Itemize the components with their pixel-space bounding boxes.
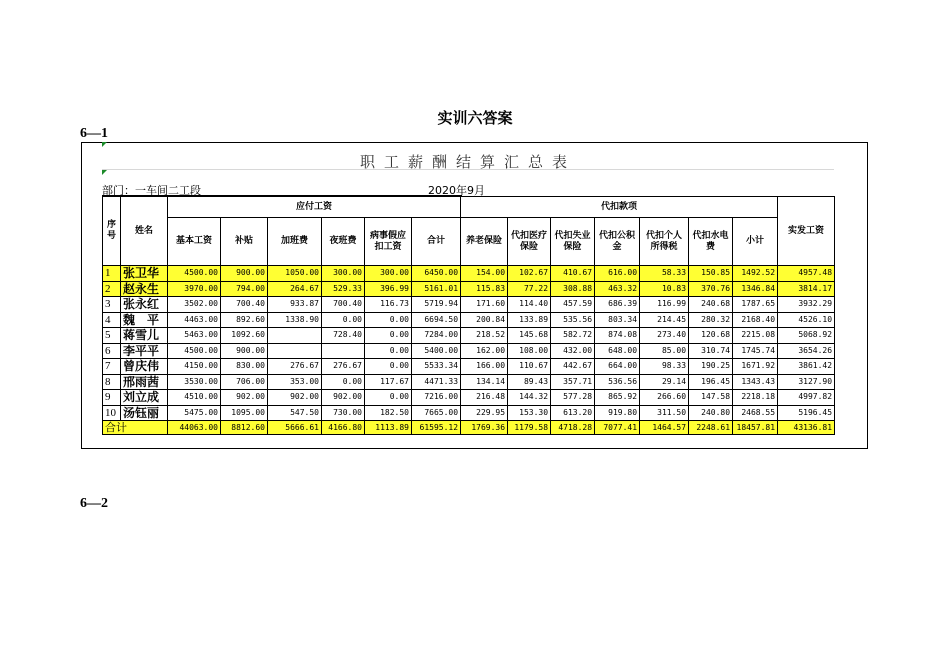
total-amount-cell: 4718.28 bbox=[551, 421, 595, 435]
amount-cell: 6450.00 bbox=[412, 266, 461, 282]
total-amount-cell: 7077.41 bbox=[595, 421, 640, 435]
amount-cell: 1492.52 bbox=[733, 266, 778, 282]
amount-cell: 547.50 bbox=[268, 405, 322, 421]
amount-cell: 432.00 bbox=[551, 343, 595, 359]
amount-cell: 5533.34 bbox=[412, 359, 461, 375]
amount-cell: 166.00 bbox=[461, 359, 508, 375]
amount-cell: 830.00 bbox=[221, 359, 268, 375]
amount-cell: 3814.17 bbox=[778, 281, 835, 297]
amount-cell: 1092.60 bbox=[221, 328, 268, 344]
row-index: 10 bbox=[103, 405, 121, 421]
amount-cell: 794.00 bbox=[221, 281, 268, 297]
amount-cell: 308.88 bbox=[551, 281, 595, 297]
amount-cell: 240.68 bbox=[689, 297, 733, 313]
amount-cell: 700.40 bbox=[322, 297, 365, 313]
amount-cell: 874.08 bbox=[595, 328, 640, 344]
table-row bbox=[103, 312, 835, 328]
row-index: 8 bbox=[103, 374, 121, 390]
amount-cell bbox=[322, 343, 365, 359]
amount-cell: 535.56 bbox=[551, 312, 595, 328]
amount-cell: 803.34 bbox=[595, 312, 640, 328]
amount-cell: 3530.00 bbox=[168, 374, 221, 390]
amount-cell: 3654.26 bbox=[778, 343, 835, 359]
total-amount-cell: 5666.61 bbox=[268, 421, 322, 435]
amount-cell: 190.25 bbox=[689, 359, 733, 375]
amount-cell: 2215.08 bbox=[733, 328, 778, 344]
amount-cell: 0.00 bbox=[365, 343, 412, 359]
table-row bbox=[103, 297, 835, 313]
amount-cell: 0.00 bbox=[322, 312, 365, 328]
amount-cell: 116.73 bbox=[365, 297, 412, 313]
amount-cell: 117.67 bbox=[365, 374, 412, 390]
amount-cell: 370.76 bbox=[689, 281, 733, 297]
amount-cell: 114.40 bbox=[508, 297, 551, 313]
amount-cell: 686.39 bbox=[595, 297, 640, 313]
amount-cell: 200.84 bbox=[461, 312, 508, 328]
amount-cell: 1787.65 bbox=[733, 297, 778, 313]
amount-cell: 1095.00 bbox=[221, 405, 268, 421]
amount-cell: 5068.92 bbox=[778, 328, 835, 344]
table-row bbox=[103, 328, 835, 344]
employee-name: 刘立成 bbox=[121, 390, 168, 406]
total-amount-cell: 61595.12 bbox=[412, 421, 461, 435]
amount-cell: 902.00 bbox=[322, 390, 365, 406]
amount-cell: 4463.00 bbox=[168, 312, 221, 328]
total-amount-cell: 1769.36 bbox=[461, 421, 508, 435]
title-rule bbox=[102, 169, 834, 170]
amount-cell: 1745.74 bbox=[733, 343, 778, 359]
period-date: 2020年9月 bbox=[428, 184, 485, 197]
total-amount-cell: 4166.80 bbox=[322, 421, 365, 435]
amount-cell: 108.00 bbox=[508, 343, 551, 359]
amount-cell: 77.22 bbox=[508, 281, 551, 297]
amount-cell: 700.40 bbox=[221, 297, 268, 313]
amount-cell: 5400.00 bbox=[412, 343, 461, 359]
amount-cell: 529.33 bbox=[322, 281, 365, 297]
table-body bbox=[103, 266, 835, 435]
amount-cell: 310.74 bbox=[689, 343, 733, 359]
amount-cell: 4500.00 bbox=[168, 266, 221, 282]
amount-cell: 4997.82 bbox=[778, 390, 835, 406]
header-name: 姓名 bbox=[121, 197, 168, 266]
amount-cell: 902.00 bbox=[221, 390, 268, 406]
amount-cell: 616.00 bbox=[595, 266, 640, 282]
row-index: 2 bbox=[103, 281, 121, 297]
amount-cell: 311.50 bbox=[640, 405, 689, 421]
amount-cell: 89.43 bbox=[508, 374, 551, 390]
amount-cell: 280.32 bbox=[689, 312, 733, 328]
amount-cell: 2468.55 bbox=[733, 405, 778, 421]
table-row bbox=[103, 405, 835, 421]
total-amount-cell: 18457.81 bbox=[733, 421, 778, 435]
header-housing-fund: 代扣公积金 bbox=[595, 218, 640, 266]
amount-cell: 4510.00 bbox=[168, 390, 221, 406]
amount-cell: 3970.00 bbox=[168, 281, 221, 297]
row-index: 4 bbox=[103, 312, 121, 328]
amount-cell: 102.67 bbox=[508, 266, 551, 282]
amount-cell: 216.48 bbox=[461, 390, 508, 406]
employee-name: 张卫华 bbox=[121, 266, 168, 282]
amount-cell: 5196.45 bbox=[778, 405, 835, 421]
amount-cell: 110.67 bbox=[508, 359, 551, 375]
department-label: 部门：一车间二工段 bbox=[102, 184, 201, 197]
amount-cell: 264.67 bbox=[268, 281, 322, 297]
amount-cell: 442.67 bbox=[551, 359, 595, 375]
amount-cell: 196.45 bbox=[689, 374, 733, 390]
amount-cell: 4957.48 bbox=[778, 266, 835, 282]
amount-cell: 353.00 bbox=[268, 374, 322, 390]
amount-cell: 902.00 bbox=[268, 390, 322, 406]
employee-name: 蒋雪儿 bbox=[121, 328, 168, 344]
employee-name: 赵永生 bbox=[121, 281, 168, 297]
amount-cell: 4471.33 bbox=[412, 374, 461, 390]
total-amount-cell: 1464.57 bbox=[640, 421, 689, 435]
row-index: 9 bbox=[103, 390, 121, 406]
amount-cell: 154.00 bbox=[461, 266, 508, 282]
amount-cell: 7216.00 bbox=[412, 390, 461, 406]
header-payable-total: 合计 bbox=[412, 218, 461, 266]
header-utilities: 代扣水电费 bbox=[689, 218, 733, 266]
amount-cell: 240.80 bbox=[689, 405, 733, 421]
amount-cell: 1346.84 bbox=[733, 281, 778, 297]
table-row bbox=[103, 359, 835, 375]
amount-cell: 892.60 bbox=[221, 312, 268, 328]
amount-cell: 218.52 bbox=[461, 328, 508, 344]
cell-comment-marker bbox=[102, 142, 107, 147]
amount-cell: 273.40 bbox=[640, 328, 689, 344]
amount-cell: 145.68 bbox=[508, 328, 551, 344]
row-index: 3 bbox=[103, 297, 121, 313]
amount-cell: 1338.90 bbox=[268, 312, 322, 328]
table-row bbox=[103, 343, 835, 359]
header-deduct-subtotal: 小计 bbox=[733, 218, 778, 266]
amount-cell: 0.00 bbox=[322, 374, 365, 390]
document-title: 实训六答案 bbox=[437, 109, 513, 127]
amount-cell: 396.99 bbox=[365, 281, 412, 297]
amount-cell: 266.60 bbox=[640, 390, 689, 406]
amount-cell: 463.32 bbox=[595, 281, 640, 297]
total-label: 合计 bbox=[103, 421, 168, 435]
header-allowance: 补贴 bbox=[221, 218, 268, 266]
amount-cell: 728.40 bbox=[322, 328, 365, 344]
amount-cell: 410.67 bbox=[551, 266, 595, 282]
amount-cell: 3502.00 bbox=[168, 297, 221, 313]
amount-cell: 1343.43 bbox=[733, 374, 778, 390]
section-label-6-1: 6—1 bbox=[80, 126, 108, 141]
amount-cell: 5719.94 bbox=[412, 297, 461, 313]
amount-cell: 214.45 bbox=[640, 312, 689, 328]
amount-cell: 153.30 bbox=[508, 405, 551, 421]
header-overtime: 加班费 bbox=[268, 218, 322, 266]
amount-cell: 0.00 bbox=[365, 312, 412, 328]
amount-cell: 1050.00 bbox=[268, 266, 322, 282]
amount-cell: 3127.90 bbox=[778, 374, 835, 390]
amount-cell: 900.00 bbox=[221, 343, 268, 359]
amount-cell: 300.00 bbox=[322, 266, 365, 282]
total-amount-cell: 8812.60 bbox=[221, 421, 268, 435]
employee-name: 魏 平 bbox=[121, 312, 168, 328]
amount-cell: 162.00 bbox=[461, 343, 508, 359]
amount-cell: 664.00 bbox=[595, 359, 640, 375]
header-income-tax: 代扣个人所得税 bbox=[640, 218, 689, 266]
header-pension: 养老保险 bbox=[461, 218, 508, 266]
amount-cell: 29.14 bbox=[640, 374, 689, 390]
amount-cell: 229.95 bbox=[461, 405, 508, 421]
amount-cell: 3861.42 bbox=[778, 359, 835, 375]
amount-cell: 577.28 bbox=[551, 390, 595, 406]
amount-cell: 116.99 bbox=[640, 297, 689, 313]
header-unemployment: 代扣失业保险 bbox=[551, 218, 595, 266]
amount-cell: 933.87 bbox=[268, 297, 322, 313]
amount-cell: 0.00 bbox=[365, 390, 412, 406]
amount-cell: 648.00 bbox=[595, 343, 640, 359]
amount-cell: 58.33 bbox=[640, 266, 689, 282]
amount-cell: 5161.01 bbox=[412, 281, 461, 297]
total-row bbox=[103, 421, 835, 435]
total-amount-cell: 43136.81 bbox=[778, 421, 835, 435]
amount-cell: 536.56 bbox=[595, 374, 640, 390]
amount-cell: 6694.50 bbox=[412, 312, 461, 328]
header-net-pay: 实发工资 bbox=[778, 197, 835, 266]
amount-cell: 115.83 bbox=[461, 281, 508, 297]
amount-cell: 147.58 bbox=[689, 390, 733, 406]
amount-cell: 276.67 bbox=[268, 359, 322, 375]
amount-cell: 98.33 bbox=[640, 359, 689, 375]
amount-cell: 2218.18 bbox=[733, 390, 778, 406]
section-label-6-2: 6—2 bbox=[80, 496, 108, 511]
table-row bbox=[103, 374, 835, 390]
row-index: 5 bbox=[103, 328, 121, 344]
amount-cell: 133.89 bbox=[508, 312, 551, 328]
amount-cell: 5475.00 bbox=[168, 405, 221, 421]
amount-cell: 357.71 bbox=[551, 374, 595, 390]
sheet-title: 职工薪酬结算汇总表 bbox=[359, 153, 576, 171]
header-basic-salary: 基本工资 bbox=[168, 218, 221, 266]
header-medical: 代扣医疗保险 bbox=[508, 218, 551, 266]
total-amount-cell: 2248.61 bbox=[689, 421, 733, 435]
amount-cell: 7665.00 bbox=[412, 405, 461, 421]
header-index: 序号 bbox=[103, 197, 121, 266]
amount-cell: 706.00 bbox=[221, 374, 268, 390]
row-index: 6 bbox=[103, 343, 121, 359]
amount-cell: 150.85 bbox=[689, 266, 733, 282]
total-amount-cell: 1113.89 bbox=[365, 421, 412, 435]
amount-cell: 300.00 bbox=[365, 266, 412, 282]
table-row bbox=[103, 281, 835, 297]
header-night-shift: 夜班费 bbox=[322, 218, 365, 266]
amount-cell: 900.00 bbox=[221, 266, 268, 282]
amount-cell: 3932.29 bbox=[778, 297, 835, 313]
amount-cell: 457.59 bbox=[551, 297, 595, 313]
amount-cell: 120.68 bbox=[689, 328, 733, 344]
amount-cell: 4500.00 bbox=[168, 343, 221, 359]
total-amount-cell: 44063.00 bbox=[168, 421, 221, 435]
amount-cell: 865.92 bbox=[595, 390, 640, 406]
amount-cell: 7284.00 bbox=[412, 328, 461, 344]
header-leave-deduction: 病事假应扣工资 bbox=[365, 218, 412, 266]
amount-cell: 182.50 bbox=[365, 405, 412, 421]
amount-cell: 171.60 bbox=[461, 297, 508, 313]
header-group-deductions: 代扣款项 bbox=[461, 197, 778, 218]
amount-cell: 613.20 bbox=[551, 405, 595, 421]
amount-cell: 582.72 bbox=[551, 328, 595, 344]
row-index: 7 bbox=[103, 359, 121, 375]
amount-cell: 1671.92 bbox=[733, 359, 778, 375]
amount-cell: 4526.10 bbox=[778, 312, 835, 328]
table-row bbox=[103, 266, 835, 282]
employee-name: 邢雨茜 bbox=[121, 374, 168, 390]
amount-cell: 144.32 bbox=[508, 390, 551, 406]
amount-cell: 0.00 bbox=[365, 328, 412, 344]
amount-cell bbox=[268, 343, 322, 359]
amount-cell: 730.00 bbox=[322, 405, 365, 421]
amount-cell: 5463.00 bbox=[168, 328, 221, 344]
header-group-payable: 应付工资 bbox=[168, 197, 461, 218]
salary-summary-table bbox=[102, 196, 835, 435]
employee-name: 李平平 bbox=[121, 343, 168, 359]
amount-cell: 85.00 bbox=[640, 343, 689, 359]
employee-name: 汤钰丽 bbox=[121, 405, 168, 421]
amount-cell: 276.67 bbox=[322, 359, 365, 375]
employee-name: 张永红 bbox=[121, 297, 168, 313]
amount-cell: 4150.00 bbox=[168, 359, 221, 375]
amount-cell: 919.80 bbox=[595, 405, 640, 421]
amount-cell: 2168.40 bbox=[733, 312, 778, 328]
amount-cell bbox=[268, 328, 322, 344]
row-index: 1 bbox=[103, 266, 121, 282]
employee-name: 曾庆伟 bbox=[121, 359, 168, 375]
total-amount-cell: 1179.58 bbox=[508, 421, 551, 435]
amount-cell: 10.83 bbox=[640, 281, 689, 297]
table-row bbox=[103, 390, 835, 406]
amount-cell: 0.00 bbox=[365, 359, 412, 375]
amount-cell: 134.14 bbox=[461, 374, 508, 390]
